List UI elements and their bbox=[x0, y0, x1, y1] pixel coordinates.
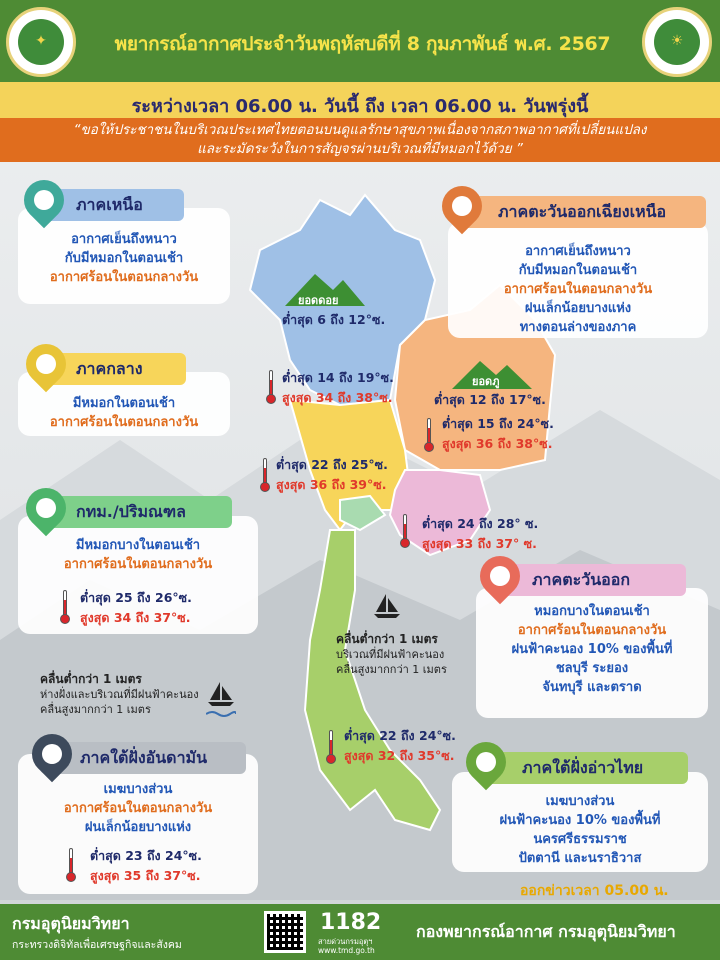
ne-peak-label: ยอดภู bbox=[472, 375, 500, 388]
sailboat-icon bbox=[372, 592, 402, 620]
footer-bar bbox=[0, 904, 720, 960]
footer-ministry: กระทรวงดิจิทัลเพื่อเศรษฐกิจและสังคม bbox=[12, 939, 182, 951]
thermometer-icon bbox=[266, 370, 276, 404]
central-region-label: ภาคกลาง bbox=[36, 353, 186, 385]
ministry-logo: ✦ bbox=[6, 7, 76, 77]
north-peak-temp: ต่ำสุด 6 ถึง 12°ซ. bbox=[282, 312, 386, 327]
central-temp: ต่ำสุด 22 ถึง 25°ซ. สูงสุด 36 ถึง 39°ซ. bbox=[276, 457, 388, 492]
notice-line-2: และระมัดระวังในการสัญจรผ่านบริเวณที่มีหมอกไว้ด้วย ” bbox=[197, 141, 523, 157]
north-temp: ต่ำสุด 14 ถึง 19°ซ. สูงสุด 34 ถึง 38°ซ. bbox=[282, 370, 394, 405]
south-east-info-box: เมฆบางส่วน ฝนฟ้าคะนอง 10% ของพื้นที่ นครศรีธรรมราช ปัตตานี และนราธิวาส bbox=[452, 772, 708, 872]
north-region-label: ภาคเหนือ bbox=[36, 189, 184, 221]
thermometer-icon bbox=[424, 418, 434, 452]
northeast-info-box: อากาศเย็นถึงหนาว กับมีหมอกในตอนเช้า อากาศร้อนในตอนกลางวัน ฝนเล็กน้อยบางแห่ง ทางตอนล่างของภาค bbox=[448, 222, 708, 338]
northeast-temp: ต่ำสุด 15 ถึง 24°ซ. สูงสุด 36 ถึง 38°ซ. bbox=[442, 416, 554, 451]
page-title: พยากรณ์อากาศประจำวันพฤหัสบดีที่ 8 กุมภาพันธ์ พ.ศ. 2567 bbox=[114, 33, 611, 55]
thermometer-icon bbox=[400, 514, 410, 548]
hotline-sub: สายด่วนกรมอุตุฯ www.tmd.go.th bbox=[318, 937, 375, 955]
thermometer-icon bbox=[326, 730, 336, 764]
time-range-text: ระหว่างเวลา 06.00 น. วันนี้ ถึง เวลา 06.00 น. วันพรุ่งนี้ bbox=[131, 96, 589, 117]
east-temp: ต่ำสุด 24 ถึง 28° ซ. สูงสุด 33 ถึง 37° ซ. bbox=[422, 516, 539, 551]
east-info-box: หมอกบางในตอนเช้า อากาศร้อนในตอนกลางวัน ฝนฟ้าคะนอง 10% ของพื้นที่ ชลบุรี ระยอง จันทบุรี และตราด bbox=[476, 588, 708, 718]
south-west-temp: ต่ำสุด 23 ถึง 24°ซ. สูงสุด 35 ถึง 37°ซ. bbox=[90, 848, 202, 883]
notice-line-1: “ขอให้ประชาชนในบริเวณประเทศไทยตอนบนดูแลรักษาสุขภาพเนื่องจากสภาพอากาศที่เปลี่ยนแปลง bbox=[73, 122, 647, 138]
bangkok-region-label: กทม./ปริมณฑล bbox=[36, 496, 232, 528]
ne-peak-temp: ต่ำสุด 12 ถึง 17°ซ. bbox=[434, 392, 546, 407]
central-info-box: มีหมอกในตอนเช้า อากาศร้อนในตอนกลางวัน bbox=[18, 372, 230, 436]
tmd-logo: ☀ bbox=[642, 7, 712, 77]
thermometer-icon bbox=[60, 590, 70, 624]
south-west-region-label: ภาคใต้ฝั่งอันดามัน bbox=[40, 742, 246, 774]
time-range-bar bbox=[0, 82, 720, 118]
header-bar bbox=[0, 0, 720, 82]
notice-banner bbox=[0, 118, 720, 162]
issue-time: ออกข่าวเวลา 05.00 น. bbox=[520, 883, 669, 899]
bangkok-temp: ต่ำสุด 25 ถึง 26°ซ. สูงสุด 34 ถึง 37°ซ. bbox=[80, 590, 192, 625]
thermometer-icon bbox=[66, 848, 76, 882]
south-west-info-box: เมฆบางส่วน อากาศร้อนในตอนกลางวัน ฝนเล็กน้อยบางแห่ง bbox=[18, 754, 258, 894]
north-peak-label: ยอดดอย bbox=[298, 294, 339, 307]
qr-code-icon[interactable] bbox=[264, 911, 306, 953]
south-east-region-label: ภาคใต้ฝั่งอ่าวไทย bbox=[482, 752, 688, 784]
footer-department: กรมอุตุนิยมวิทยา bbox=[12, 914, 130, 933]
bangkok-info-box: มีหมอกบางในตอนเช้า อากาศร้อนในตอนกลางวัน bbox=[18, 516, 258, 634]
andaman-wave-info: คลื่นต่ำกว่า 1 เมตร ห่างฝั่งและบริเวณที่มีฝนฟ้าคะนอง คลื่นสูงมากกว่า 1 เมตร bbox=[40, 672, 199, 716]
north-info-box: อากาศเย็นถึงหนาว กับมีหมอกในตอนเช้า อากาศร้อนในตอนกลางวัน bbox=[18, 208, 230, 304]
east-region-label: ภาคตะวันออก bbox=[492, 564, 686, 596]
hotline-number: 1182 bbox=[320, 910, 382, 935]
map-south bbox=[305, 530, 440, 830]
sailboat-icon bbox=[206, 680, 236, 720]
thermometer-icon bbox=[260, 458, 270, 492]
south-east-map-temp: ต่ำสุด 22 ถึง 24°ซ. สูงสุด 32 ถึง 35°ซ. bbox=[344, 728, 456, 763]
footer-division: กองพยากรณ์อากาศ กรมอุตุนิยมวิทยา bbox=[416, 922, 676, 941]
gulf-wave-info: คลื่นต่ำกว่า 1 เมตร บริเวณที่มีฝนฟ้าคะนอง คลื่นสูงมากกว่า 1 เมตร bbox=[336, 632, 447, 676]
northeast-region-label: ภาคตะวันออกเฉียงเหนือ bbox=[458, 196, 706, 228]
